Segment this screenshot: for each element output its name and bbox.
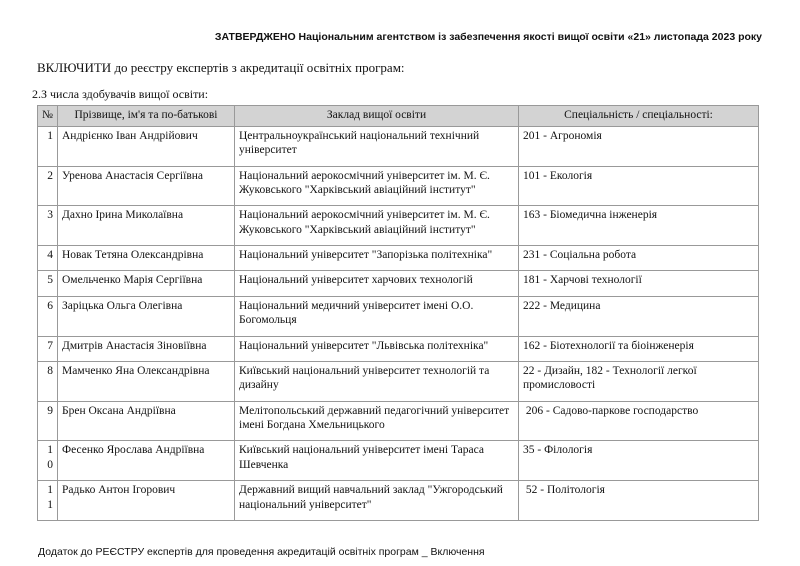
expert-name: Заріцька Ольга Олегівна: [58, 296, 235, 336]
row-number: 4: [38, 246, 58, 271]
table-row: [38, 296, 759, 336]
institution-name: Мелітопольський державний педагогічний університет імені Богдана Хмельницького: [235, 401, 519, 441]
column-header-full-name: Прізвище, ім'я та по-батькові: [58, 106, 235, 127]
table-body: [38, 126, 759, 520]
row-number: 11: [38, 481, 58, 521]
institution-name: Державний вищий навчальний заклад "Ужгородський національний університет": [235, 481, 519, 521]
expert-name: Омельченко Марія Сергіївна: [58, 271, 235, 296]
row-number: 2: [38, 166, 58, 206]
expert-name: Фесенко Ярослава Андріївна: [58, 441, 235, 481]
specialty-value: 222 - Медицина: [519, 296, 759, 336]
expert-name: Андрієнко Іван Андрійович: [58, 126, 235, 166]
expert-name: Брен Оксана Андріївна: [58, 401, 235, 441]
row-number: 6: [38, 296, 58, 336]
institution-name: Київський національний університет імені Тараса Шевченка: [235, 441, 519, 481]
column-header-specialty: Спеціальність / спеціальності:: [519, 106, 759, 127]
row-number: 7: [38, 336, 58, 361]
institution-name: Національний медичний університет імені О.О. Богомольця: [235, 296, 519, 336]
specialty-value: 35 - Філологія: [519, 441, 759, 481]
experts-table: [37, 105, 759, 521]
row-number: 5: [38, 271, 58, 296]
table-row: [38, 361, 759, 401]
approved-stamp-line: ЗАТВЕРДЖЕНО Національним агентством із забезпечення якості вищої освіти «21» листопада 2023 року: [214, 31, 762, 43]
expert-name: Дмитрів Анастасія Зіновіївна: [58, 336, 235, 361]
table-row: [38, 246, 759, 271]
expert-name: Радько Антон Ігорович: [58, 481, 235, 521]
institution-name: Національний університет харчових технологій: [235, 271, 519, 296]
institution-name: Київський національний університет технологій та дизайну: [235, 361, 519, 401]
institution-name: Національний університет "Львівська політехніка": [235, 336, 519, 361]
specialty-value: 181 - Харчові технології: [519, 271, 759, 296]
institution-name: Національний університет "Запорізька політехніка": [235, 246, 519, 271]
specialty-value: 101 - Екологія: [519, 166, 759, 206]
table-row: [38, 401, 759, 441]
expert-name: Уренова Анастасія Сергіївна: [58, 166, 235, 206]
expert-name: Мамченко Яна Олександрівна: [58, 361, 235, 401]
row-number: 1: [38, 126, 58, 166]
institution-name: Національний аерокосмічний університет ім. М. Є. Жуковського "Харківський авіаційний інститут": [235, 166, 519, 206]
specialty-value: 231 - Соціальна робота: [519, 246, 759, 271]
specialty-value: 22 - Дизайн, 182 - Технології легкої промисловості: [519, 361, 759, 401]
table-row: [38, 126, 759, 166]
specialty-value: 201 - Агрономія: [519, 126, 759, 166]
section-heading: 2.З числа здобувачів вищої освіти:: [32, 87, 209, 101]
row-number: 10: [38, 441, 58, 481]
specialty-value: 52 - Політологія: [519, 481, 759, 521]
row-number: 9: [38, 401, 58, 441]
table-row: [38, 271, 759, 296]
institution-name: Центральноукраїнський національний технічний університет: [235, 126, 519, 166]
institution-name: Національний аерокосмічний університет ім. М. Є. Жуковського "Харківський авіаційний інститут": [235, 206, 519, 246]
table-row: [38, 166, 759, 206]
registry-appendix-footer: Додаток до РЕЄСТРУ експертів для проведення акредитацій освітніх програм _ Включення: [38, 545, 485, 558]
expert-name: Новак Тетяна Олександрівна: [58, 246, 235, 271]
specialty-value: 163 - Біомедична інженерія: [519, 206, 759, 246]
table-row: [38, 336, 759, 361]
specialty-value: 162 - Біотехнології та біоінженерія: [519, 336, 759, 361]
table-row: [38, 441, 759, 481]
row-number: 3: [38, 206, 58, 246]
expert-name: Дахно Ірина Миколаївна: [58, 206, 235, 246]
column-header-institution: Заклад вищої освіти: [235, 106, 519, 127]
column-header-number: №: [38, 106, 58, 127]
include-order-line: ВКЛЮЧИТИ до реєстру експертів з акредитації освітніх програм:: [37, 60, 405, 75]
row-number: 8: [38, 361, 58, 401]
specialty-value: 206 - Садово-паркове господарство: [519, 401, 759, 441]
table-row: [38, 481, 759, 521]
table-header-row: [38, 106, 759, 127]
table-row: [38, 206, 759, 246]
